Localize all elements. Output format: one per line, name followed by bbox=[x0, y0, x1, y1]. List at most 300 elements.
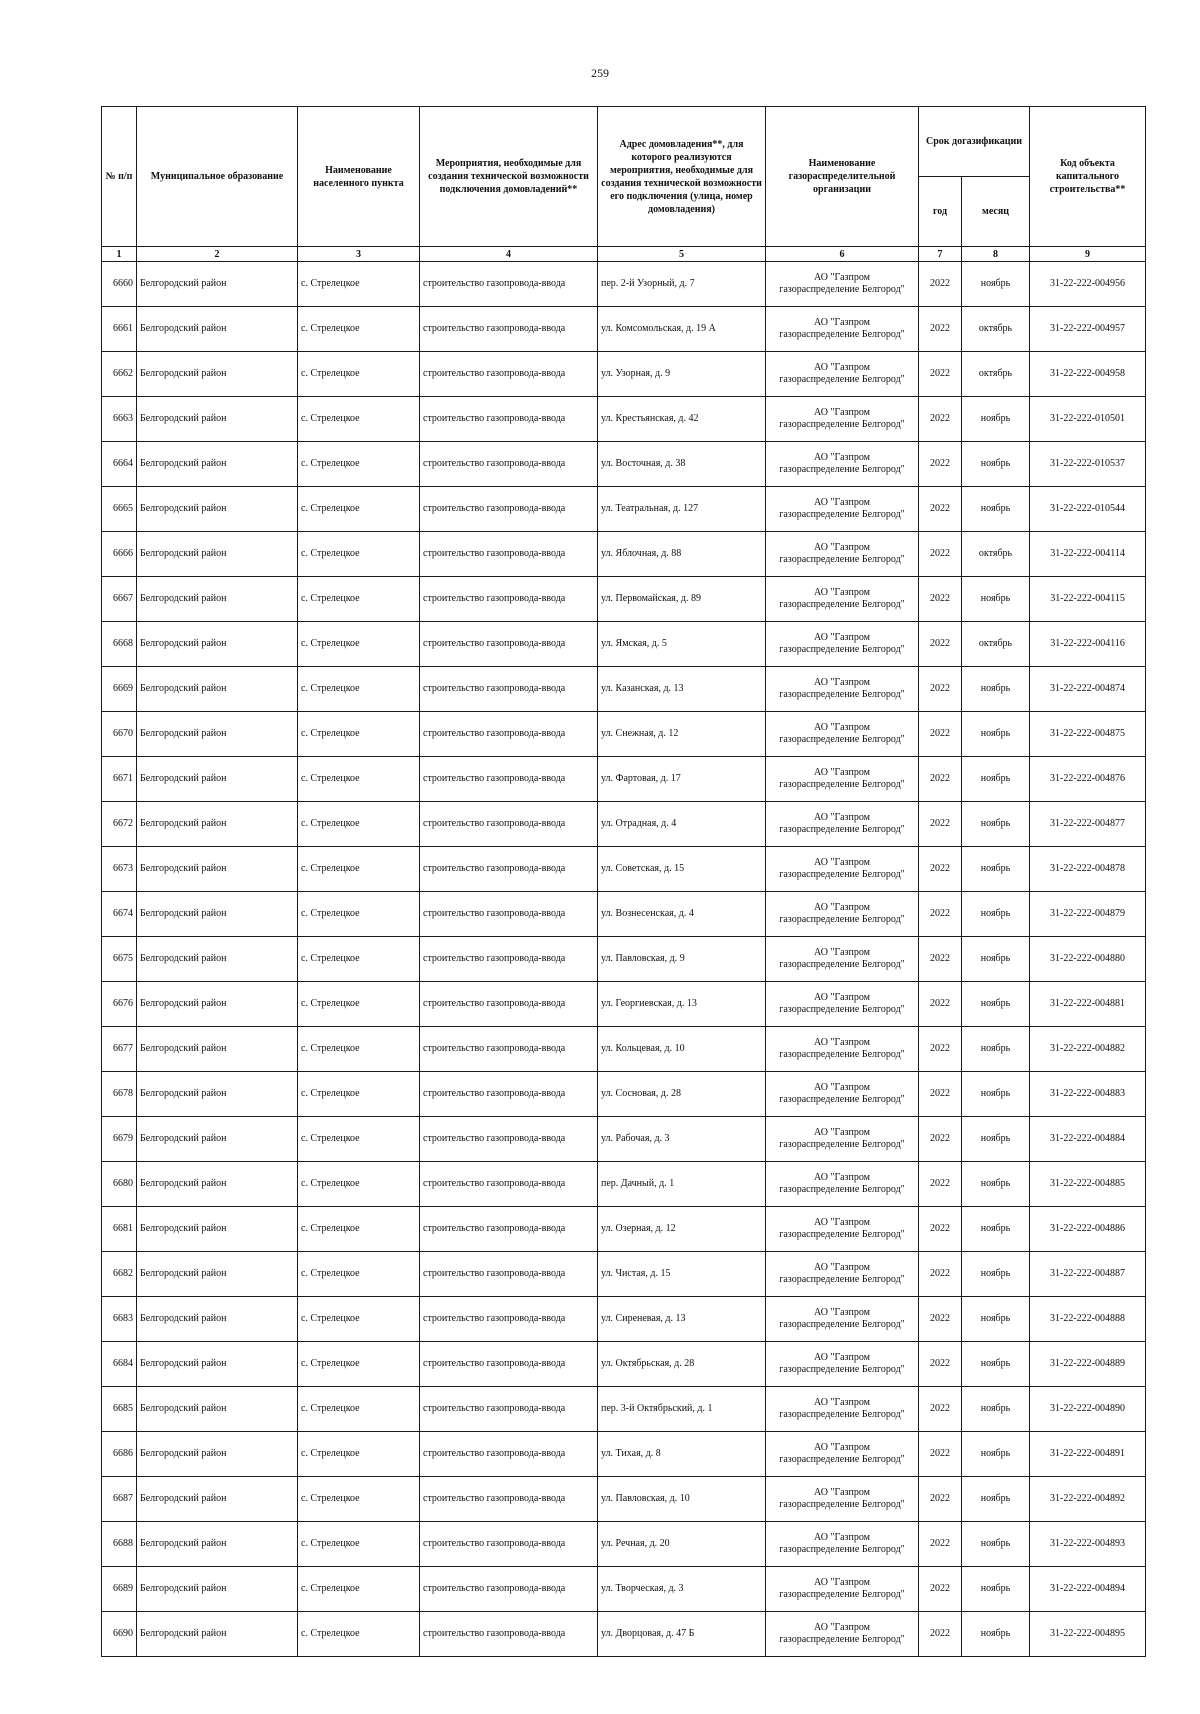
organization-cell bbox=[766, 307, 919, 352]
address-cell: ул. Дворцовая, д. 47 Б bbox=[598, 1612, 766, 1657]
row-number: 6671 bbox=[102, 757, 137, 802]
organization-cell bbox=[766, 667, 919, 712]
month-cell: ноябрь bbox=[962, 1207, 1030, 1252]
month-cell: ноябрь bbox=[962, 667, 1030, 712]
organization-cell bbox=[766, 1207, 919, 1252]
measure-cell: строительство газопровода-ввода bbox=[420, 1027, 598, 1072]
address-cell: ул. Павловская, д. 9 bbox=[598, 937, 766, 982]
municipality-cell: Белгородский район bbox=[137, 937, 298, 982]
measure-cell: строительство газопровода-ввода bbox=[420, 667, 598, 712]
row-number: 6688 bbox=[102, 1522, 137, 1567]
municipality-cell: Белгородский район bbox=[137, 307, 298, 352]
table-row bbox=[102, 1027, 1146, 1072]
settlement-cell: с. Стрелецкое bbox=[298, 487, 420, 532]
settlement-cell: с. Стрелецкое bbox=[298, 1342, 420, 1387]
settlement-cell: с. Стрелецкое bbox=[298, 1207, 420, 1252]
organization-line: газораспределение Белгород" bbox=[779, 329, 905, 340]
settlement-cell: с. Стрелецкое bbox=[298, 577, 420, 622]
measure-cell: строительство газопровода-ввода bbox=[420, 847, 598, 892]
settlement-cell: с. Стрелецкое bbox=[298, 1117, 420, 1162]
organization-line: АО "Газпром bbox=[814, 1262, 870, 1273]
year-cell: 2022 bbox=[919, 1252, 962, 1297]
municipality-cell: Белгородский район bbox=[137, 577, 298, 622]
municipality-cell: Белгородский район bbox=[137, 1387, 298, 1432]
municipality-cell: Белгородский район bbox=[137, 1207, 298, 1252]
organization-line: газораспределение Белгород" bbox=[779, 914, 905, 925]
row-number: 6681 bbox=[102, 1207, 137, 1252]
object-code-cell: 31-22-222-004881 bbox=[1030, 982, 1146, 1027]
year-cell: 2022 bbox=[919, 1387, 962, 1432]
settlement-cell: с. Стрелецкое bbox=[298, 1027, 420, 1072]
municipality-cell: Белгородский район bbox=[137, 712, 298, 757]
municipality-cell: Белгородский район bbox=[137, 442, 298, 487]
table-row bbox=[102, 397, 1146, 442]
address-cell: ул. Кольцевая, д. 10 bbox=[598, 1027, 766, 1072]
row-number: 6690 bbox=[102, 1612, 137, 1657]
address-cell: ул. Тихая, д. 8 bbox=[598, 1432, 766, 1477]
year-cell: 2022 bbox=[919, 937, 962, 982]
organization-line: АО "Газпром bbox=[814, 1577, 870, 1588]
address-cell: ул. Творческая, д. 3 bbox=[598, 1567, 766, 1612]
object-code-cell: 31-22-222-004879 bbox=[1030, 892, 1146, 937]
row-number: 6673 bbox=[102, 847, 137, 892]
column-index-cell: 8 bbox=[962, 247, 1030, 262]
organization-cell bbox=[766, 262, 919, 307]
organization-cell bbox=[766, 487, 919, 532]
settlement-cell: с. Стрелецкое bbox=[298, 307, 420, 352]
table-row bbox=[102, 1252, 1146, 1297]
municipality-cell: Белгородский район bbox=[137, 847, 298, 892]
month-cell: ноябрь bbox=[962, 1612, 1030, 1657]
measure-cell: строительство газопровода-ввода bbox=[420, 487, 598, 532]
organization-cell bbox=[766, 847, 919, 892]
month-cell: ноябрь bbox=[962, 1522, 1030, 1567]
settlement-cell: с. Стрелецкое bbox=[298, 397, 420, 442]
address-cell: ул. Ямская, д. 5 bbox=[598, 622, 766, 667]
address-cell: ул. Крестьянская, д. 42 bbox=[598, 397, 766, 442]
object-code-cell: 31-22-222-004895 bbox=[1030, 1612, 1146, 1657]
organization-cell bbox=[766, 1072, 919, 1117]
month-cell: октябрь bbox=[962, 622, 1030, 667]
row-number: 6678 bbox=[102, 1072, 137, 1117]
column-index-cell: 2 bbox=[137, 247, 298, 262]
organization-line: АО "Газпром bbox=[814, 902, 870, 913]
year-cell: 2022 bbox=[919, 802, 962, 847]
settlement-cell: с. Стрелецкое bbox=[298, 352, 420, 397]
table-row bbox=[102, 847, 1146, 892]
address-cell: ул. Сиреневая, д. 13 bbox=[598, 1297, 766, 1342]
address-cell: ул. Восточная, д. 38 bbox=[598, 442, 766, 487]
column-index-cell: 9 bbox=[1030, 247, 1146, 262]
month-cell: ноябрь bbox=[962, 262, 1030, 307]
header-measures: Мероприятия, необходимые для создания технической возможности подключения домовладений** bbox=[420, 107, 598, 247]
organization-cell bbox=[766, 1162, 919, 1207]
municipality-cell: Белгородский район bbox=[137, 982, 298, 1027]
month-cell: ноябрь bbox=[962, 1252, 1030, 1297]
year-cell: 2022 bbox=[919, 1522, 962, 1567]
year-cell: 2022 bbox=[919, 397, 962, 442]
year-cell: 2022 bbox=[919, 1342, 962, 1387]
row-number: 6683 bbox=[102, 1297, 137, 1342]
table-row bbox=[102, 982, 1146, 1027]
year-cell: 2022 bbox=[919, 532, 962, 577]
table-row bbox=[102, 352, 1146, 397]
header-settlement: Наименование населенного пункта bbox=[298, 107, 420, 247]
municipality-cell: Белгородский район bbox=[137, 1522, 298, 1567]
month-cell: ноябрь bbox=[962, 847, 1030, 892]
address-cell: ул. Озерная, д. 12 bbox=[598, 1207, 766, 1252]
object-code-cell: 31-22-222-004882 bbox=[1030, 1027, 1146, 1072]
object-code-cell: 31-22-222-004957 bbox=[1030, 307, 1146, 352]
header-deadline: Срок догазификации bbox=[919, 107, 1030, 177]
measure-cell: строительство газопровода-ввода bbox=[420, 982, 598, 1027]
organization-line: АО "Газпром bbox=[814, 1397, 870, 1408]
row-number: 6686 bbox=[102, 1432, 137, 1477]
organization-line: газораспределение Белгород" bbox=[779, 509, 905, 520]
row-number: 6672 bbox=[102, 802, 137, 847]
year-cell: 2022 bbox=[919, 1162, 962, 1207]
year-cell: 2022 bbox=[919, 1207, 962, 1252]
organization-cell bbox=[766, 1567, 919, 1612]
month-cell: ноябрь bbox=[962, 802, 1030, 847]
address-cell: ул. Вознесенская, д. 4 bbox=[598, 892, 766, 937]
table-row bbox=[102, 1477, 1146, 1522]
month-cell: ноябрь bbox=[962, 1432, 1030, 1477]
object-code-cell: 31-22-222-004892 bbox=[1030, 1477, 1146, 1522]
settlement-cell: с. Стрелецкое bbox=[298, 982, 420, 1027]
organization-cell bbox=[766, 1387, 919, 1432]
organization-cell bbox=[766, 937, 919, 982]
organization-line: газораспределение Белгород" bbox=[779, 1364, 905, 1375]
measure-cell: строительство газопровода-ввода bbox=[420, 1162, 598, 1207]
municipality-cell: Белгородский район bbox=[137, 802, 298, 847]
settlement-cell: с. Стрелецкое bbox=[298, 1432, 420, 1477]
municipality-cell: Белгородский район bbox=[137, 1072, 298, 1117]
organization-cell bbox=[766, 802, 919, 847]
table-row bbox=[102, 1342, 1146, 1387]
row-number: 6670 bbox=[102, 712, 137, 757]
year-cell: 2022 bbox=[919, 712, 962, 757]
settlement-cell: с. Стрелецкое bbox=[298, 1477, 420, 1522]
year-cell: 2022 bbox=[919, 892, 962, 937]
year-cell: 2022 bbox=[919, 307, 962, 352]
year-cell: 2022 bbox=[919, 1297, 962, 1342]
organization-line: АО "Газпром bbox=[814, 317, 870, 328]
month-cell: октябрь bbox=[962, 307, 1030, 352]
row-number: 6676 bbox=[102, 982, 137, 1027]
measure-cell: строительство газопровода-ввода bbox=[420, 352, 598, 397]
municipality-cell: Белгородский район bbox=[137, 397, 298, 442]
object-code-cell: 31-22-222-004885 bbox=[1030, 1162, 1146, 1207]
table-row bbox=[102, 442, 1146, 487]
year-cell: 2022 bbox=[919, 982, 962, 1027]
table-row bbox=[102, 1072, 1146, 1117]
measure-cell: строительство газопровода-ввода bbox=[420, 1252, 598, 1297]
object-code-cell: 31-22-222-004890 bbox=[1030, 1387, 1146, 1432]
organization-cell bbox=[766, 1252, 919, 1297]
organization-line: АО "Газпром bbox=[814, 1037, 870, 1048]
month-cell: ноябрь bbox=[962, 442, 1030, 487]
settlement-cell: с. Стрелецкое bbox=[298, 847, 420, 892]
organization-cell bbox=[766, 1342, 919, 1387]
address-cell: ул. Рабочая, д. 3 bbox=[598, 1117, 766, 1162]
settlement-cell: с. Стрелецкое bbox=[298, 892, 420, 937]
municipality-cell: Белгородский район bbox=[137, 1162, 298, 1207]
object-code-cell: 31-22-222-004887 bbox=[1030, 1252, 1146, 1297]
measure-cell: строительство газопровода-ввода bbox=[420, 1297, 598, 1342]
organization-cell bbox=[766, 1027, 919, 1072]
row-number: 6674 bbox=[102, 892, 137, 937]
row-number: 6680 bbox=[102, 1162, 137, 1207]
month-cell: ноябрь bbox=[962, 1117, 1030, 1162]
organization-line: АО "Газпром bbox=[814, 1352, 870, 1363]
municipality-cell: Белгородский район bbox=[137, 1477, 298, 1522]
object-code-cell: 31-22-222-004884 bbox=[1030, 1117, 1146, 1162]
object-code-cell: 31-22-222-004880 bbox=[1030, 937, 1146, 982]
organization-line: газораспределение Белгород" bbox=[779, 554, 905, 565]
header-address: Адрес домовладения**, для которого реализуются мероприятия, необходимые для создания технической возможности его подключения (улица, номер домовладения) bbox=[598, 107, 766, 247]
settlement-cell: с. Стрелецкое bbox=[298, 1522, 420, 1567]
organization-line: газораспределение Белгород" bbox=[779, 284, 905, 295]
organization-cell bbox=[766, 352, 919, 397]
organization-line: АО "Газпром bbox=[814, 1622, 870, 1633]
year-cell: 2022 bbox=[919, 442, 962, 487]
organization-line: газораспределение Белгород" bbox=[779, 1184, 905, 1195]
municipality-cell: Белгородский район bbox=[137, 892, 298, 937]
row-number: 6662 bbox=[102, 352, 137, 397]
address-cell: ул. Речная, д. 20 bbox=[598, 1522, 766, 1567]
measure-cell: строительство газопровода-ввода bbox=[420, 1612, 598, 1657]
month-cell: ноябрь bbox=[962, 712, 1030, 757]
organization-line: газораспределение Белгород" bbox=[779, 1544, 905, 1555]
settlement-cell: с. Стрелецкое bbox=[298, 622, 420, 667]
organization-cell bbox=[766, 757, 919, 802]
organization-line: газораспределение Белгород" bbox=[779, 1049, 905, 1060]
organization-line: АО "Газпром bbox=[814, 722, 870, 733]
settlement-cell: с. Стрелецкое bbox=[298, 442, 420, 487]
header-organization: Наименование газораспределительной организации bbox=[766, 107, 919, 247]
address-cell: ул. Советская, д. 15 bbox=[598, 847, 766, 892]
month-cell: ноябрь bbox=[962, 1387, 1030, 1432]
settlement-cell: с. Стрелецкое bbox=[298, 1297, 420, 1342]
address-cell: ул. Чистая, д. 15 bbox=[598, 1252, 766, 1297]
address-cell: пер. Дачный, д. 1 bbox=[598, 1162, 766, 1207]
settlement-cell: с. Стрелецкое bbox=[298, 1567, 420, 1612]
month-cell: ноябрь bbox=[962, 1072, 1030, 1117]
municipality-cell: Белгородский район bbox=[137, 352, 298, 397]
organization-line: АО "Газпром bbox=[814, 947, 870, 958]
measure-cell: строительство газопровода-ввода bbox=[420, 442, 598, 487]
organization-line: АО "Газпром bbox=[814, 497, 870, 508]
municipality-cell: Белгородский район bbox=[137, 1297, 298, 1342]
table-row bbox=[102, 1117, 1146, 1162]
address-cell: ул. Первомайская, д. 89 bbox=[598, 577, 766, 622]
month-cell: октябрь bbox=[962, 352, 1030, 397]
header-object-code: Код объекта капитального строительства** bbox=[1030, 107, 1146, 247]
month-cell: ноябрь bbox=[962, 757, 1030, 802]
organization-line: АО "Газпром bbox=[814, 452, 870, 463]
address-cell: ул. Комсомольская, д. 19 А bbox=[598, 307, 766, 352]
month-cell: ноябрь bbox=[962, 1027, 1030, 1072]
object-code-cell: 31-22-222-004874 bbox=[1030, 667, 1146, 712]
organization-cell bbox=[766, 712, 919, 757]
object-code-cell: 31-22-222-004875 bbox=[1030, 712, 1146, 757]
object-code-cell: 31-22-222-004116 bbox=[1030, 622, 1146, 667]
organization-cell bbox=[766, 892, 919, 937]
table-row bbox=[102, 1207, 1146, 1252]
table-body bbox=[102, 262, 1146, 1657]
page-number: 259 bbox=[591, 66, 609, 80]
organization-line: АО "Газпром bbox=[814, 272, 870, 283]
object-code-cell: 31-22-222-004115 bbox=[1030, 577, 1146, 622]
organization-cell bbox=[766, 577, 919, 622]
object-code-cell: 31-22-222-004886 bbox=[1030, 1207, 1146, 1252]
row-number: 6682 bbox=[102, 1252, 137, 1297]
organization-cell bbox=[766, 1612, 919, 1657]
municipality-cell: Белгородский район bbox=[137, 1432, 298, 1477]
organization-line: АО "Газпром bbox=[814, 1217, 870, 1228]
year-cell: 2022 bbox=[919, 1072, 962, 1117]
row-number: 6689 bbox=[102, 1567, 137, 1612]
organization-line: газораспределение Белгород" bbox=[779, 1499, 905, 1510]
organization-cell bbox=[766, 1432, 919, 1477]
organization-line: АО "Газпром bbox=[814, 677, 870, 688]
organization-cell bbox=[766, 532, 919, 577]
object-code-cell: 31-22-222-004958 bbox=[1030, 352, 1146, 397]
year-cell: 2022 bbox=[919, 1612, 962, 1657]
organization-line: газораспределение Белгород" bbox=[779, 464, 905, 475]
organization-line: АО "Газпром bbox=[814, 1172, 870, 1183]
object-code-cell: 31-22-222-004883 bbox=[1030, 1072, 1146, 1117]
row-number: 6669 bbox=[102, 667, 137, 712]
settlement-cell: с. Стрелецкое bbox=[298, 1162, 420, 1207]
row-number: 6668 bbox=[102, 622, 137, 667]
table-row bbox=[102, 1432, 1146, 1477]
measure-cell: строительство газопровода-ввода bbox=[420, 622, 598, 667]
organization-line: газораспределение Белгород" bbox=[779, 1319, 905, 1330]
organization-cell bbox=[766, 1297, 919, 1342]
year-cell: 2022 bbox=[919, 622, 962, 667]
organization-cell bbox=[766, 982, 919, 1027]
organization-line: АО "Газпром bbox=[814, 407, 870, 418]
table-row bbox=[102, 1567, 1146, 1612]
month-cell: ноябрь bbox=[962, 1297, 1030, 1342]
settlement-cell: с. Стрелецкое bbox=[298, 1252, 420, 1297]
municipality-cell: Белгородский район bbox=[137, 1567, 298, 1612]
municipality-cell: Белгородский район bbox=[137, 1252, 298, 1297]
year-cell: 2022 bbox=[919, 577, 962, 622]
address-cell: ул. Павловская, д. 10 bbox=[598, 1477, 766, 1522]
object-code-cell: 31-22-222-004878 bbox=[1030, 847, 1146, 892]
table-row bbox=[102, 667, 1146, 712]
table-row bbox=[102, 802, 1146, 847]
organization-line: АО "Газпром bbox=[814, 632, 870, 643]
organization-line: АО "Газпром bbox=[814, 1487, 870, 1498]
row-number: 6675 bbox=[102, 937, 137, 982]
organization-cell bbox=[766, 622, 919, 667]
column-index-row bbox=[102, 247, 1146, 262]
organization-line: газораспределение Белгород" bbox=[779, 779, 905, 790]
organization-line: газораспределение Белгород" bbox=[779, 1274, 905, 1285]
address-cell: ул. Театральная, д. 127 bbox=[598, 487, 766, 532]
municipality-cell: Белгородский район bbox=[137, 1117, 298, 1162]
month-cell: октябрь bbox=[962, 532, 1030, 577]
settlement-cell: с. Стрелецкое bbox=[298, 712, 420, 757]
table-row bbox=[102, 262, 1146, 307]
organization-cell bbox=[766, 1522, 919, 1567]
table-row bbox=[102, 622, 1146, 667]
municipality-cell: Белгородский район bbox=[137, 667, 298, 712]
settlement-cell: с. Стрелецкое bbox=[298, 1612, 420, 1657]
organization-line: АО "Газпром bbox=[814, 812, 870, 823]
measure-cell: строительство газопровода-ввода bbox=[420, 577, 598, 622]
organization-line: АО "Газпром bbox=[814, 1532, 870, 1543]
row-number: 6660 bbox=[102, 262, 137, 307]
measure-cell: строительство газопровода-ввода bbox=[420, 1567, 598, 1612]
object-code-cell: 31-22-222-004956 bbox=[1030, 262, 1146, 307]
municipality-cell: Белгородский район bbox=[137, 757, 298, 802]
year-cell: 2022 bbox=[919, 1477, 962, 1522]
object-code-cell: 31-22-222-004877 bbox=[1030, 802, 1146, 847]
organization-line: АО "Газпром bbox=[814, 992, 870, 1003]
settlement-cell: с. Стрелецкое bbox=[298, 262, 420, 307]
month-cell: ноябрь bbox=[962, 1342, 1030, 1387]
row-number: 6665 bbox=[102, 487, 137, 532]
row-number: 6663 bbox=[102, 397, 137, 442]
table-row bbox=[102, 577, 1146, 622]
address-cell: ул. Отрадная, д. 4 bbox=[598, 802, 766, 847]
address-cell: ул. Казанская, д. 13 bbox=[598, 667, 766, 712]
address-cell: ул. Узорная, д. 9 bbox=[598, 352, 766, 397]
municipality-cell: Белгородский район bbox=[137, 1027, 298, 1072]
organization-line: газораспределение Белгород" bbox=[779, 374, 905, 385]
month-cell: ноябрь bbox=[962, 892, 1030, 937]
settlement-cell: с. Стрелецкое bbox=[298, 802, 420, 847]
table-row bbox=[102, 1612, 1146, 1657]
organization-line: газораспределение Белгород" bbox=[779, 689, 905, 700]
month-cell: ноябрь bbox=[962, 937, 1030, 982]
settlement-cell: с. Стрелецкое bbox=[298, 532, 420, 577]
municipality-cell: Белгородский район bbox=[137, 532, 298, 577]
measure-cell: строительство газопровода-ввода bbox=[420, 262, 598, 307]
organization-line: АО "Газпром bbox=[814, 587, 870, 598]
month-cell: ноябрь bbox=[962, 982, 1030, 1027]
column-index-cell: 5 bbox=[598, 247, 766, 262]
month-cell: ноябрь bbox=[962, 397, 1030, 442]
row-number: 6685 bbox=[102, 1387, 137, 1432]
organization-line: газораспределение Белгород" bbox=[779, 599, 905, 610]
organization-line: газораспределение Белгород" bbox=[779, 1139, 905, 1150]
measure-cell: строительство газопровода-ввода bbox=[420, 1117, 598, 1162]
address-cell: пер. 2-й Узорный, д. 7 bbox=[598, 262, 766, 307]
year-cell: 2022 bbox=[919, 847, 962, 892]
table-row bbox=[102, 937, 1146, 982]
organization-line: газораспределение Белгород" bbox=[779, 1094, 905, 1105]
header-num: № п/п bbox=[102, 107, 137, 247]
row-number: 6664 bbox=[102, 442, 137, 487]
measure-cell: строительство газопровода-ввода bbox=[420, 532, 598, 577]
organization-line: АО "Газпром bbox=[814, 542, 870, 553]
organization-line: газораспределение Белгород" bbox=[779, 734, 905, 745]
organization-line: АО "Газпром bbox=[814, 767, 870, 778]
measure-cell: строительство газопровода-ввода bbox=[420, 1342, 598, 1387]
year-cell: 2022 bbox=[919, 487, 962, 532]
row-number: 6684 bbox=[102, 1342, 137, 1387]
measure-cell: строительство газопровода-ввода bbox=[420, 397, 598, 442]
settlement-cell: с. Стрелецкое bbox=[298, 1387, 420, 1432]
object-code-cell: 31-22-222-004894 bbox=[1030, 1567, 1146, 1612]
address-cell: ул. Октябрьская, д. 28 bbox=[598, 1342, 766, 1387]
